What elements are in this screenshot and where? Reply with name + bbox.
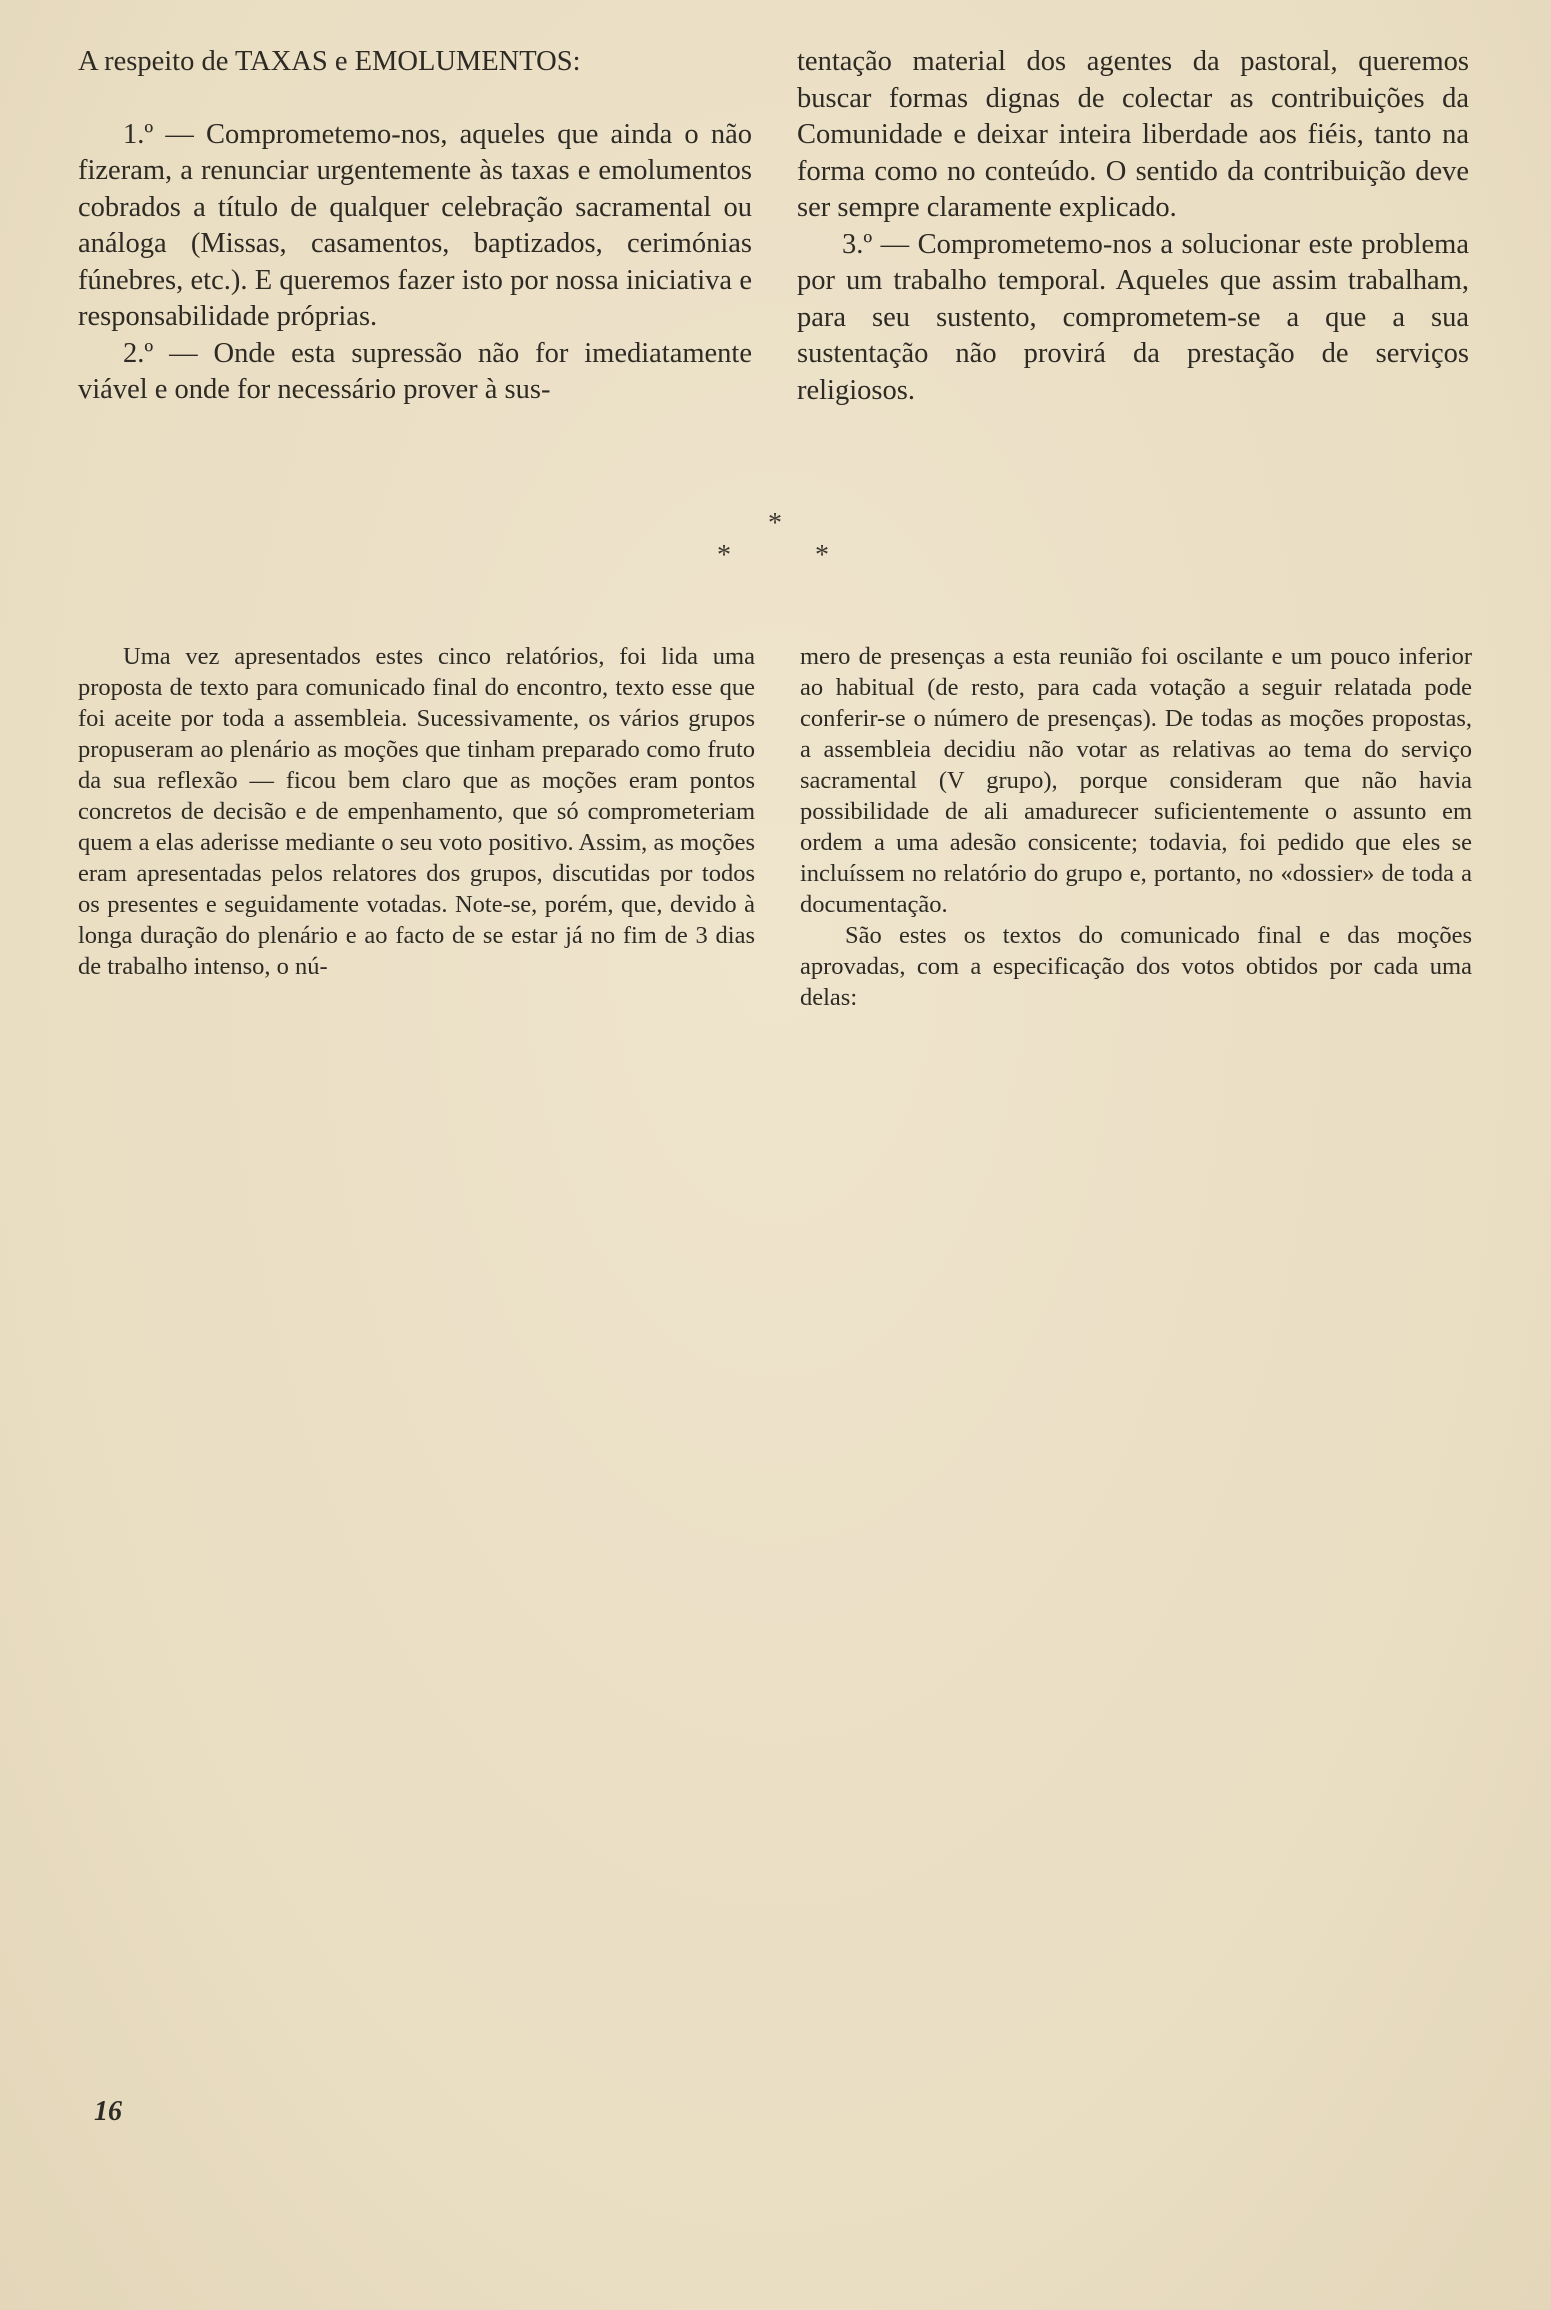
paragraph-2: 2.º — Onde esta supressão não for imediatamente viável e onde for necessário prover à sus-	[78, 337, 752, 405]
report-paragraph-continued: mero de presenças a esta reunião foi oscilante e um pouco inferior ao habitual (de resto, para cada votação a seguir relatada pode conferir-se o número de presenças). De todas as moções propostas, a assembleia decidiu não votar as relativas ao tema do serviço sacramental (V grupo), porque consideram que não havia possibilidade de ali amadurecer suficientemente o assunto em ordem a uma adesão consicente; todavia, foi pedido que eles se incluíssem no relatório do grupo e, portanto, no «dossier» de toda a documentação.	[800, 643, 1472, 918]
separator-star: *	[768, 508, 782, 539]
section-heading: A respeito de TAXAS e EMOLUMENTOS:	[78, 46, 581, 77]
separator-star: *	[717, 540, 731, 571]
bottom-right-column	[800, 641, 1472, 1013]
page-number: 16	[94, 2096, 122, 2127]
paragraph-2-continued: tentação material dos agentes da pastoral, queremos buscar formas dignas de colectar as contribuições da Comunidade e deixar inteira liberdade aos fiéis, tanto na forma como no conteúdo. O sentido da contribuição deve ser sempre claramente explicado.	[797, 46, 1469, 223]
separator-star: *	[815, 540, 829, 571]
bottom-left-column	[78, 641, 755, 982]
report-paragraph: Uma vez apresentados estes cinco relatórios, foi lida uma proposta de texto para comunicado final do encontro, texto esse que foi aceite por toda a assembleia. Sucessivamente, os vários grupos propuseram ao plenário as moções que tinham preparado como fruto da sua reflexão — ficou bem claro que as moções eram pontos concretos de decisão e de empenhamento, que só comprometeriam quem a elas aderisse mediante o seu voto positivo. Assim, as moções eram apresentadas pelos relatores dos grupos, discutidas por todos os presentes e seguidamente votadas. Note-se, porém, que, devido à longa duração do plenário e ao facto de se estar já no fim de 3 dias de trabalho intenso, o nú-	[78, 643, 755, 980]
paragraph-3: 3.º — Comprometemo-nos a solucionar este problema por um trabalho temporal. Aqueles que assim trabalham, para seu sustento, comprometem-se a que a sua sustentação não provirá da prestação de serviços religiosos.	[797, 228, 1469, 406]
paragraph-1: 1.º — Comprometemo-nos, aqueles que ainda o não fizeram, a renunciar urgentemente às taxas e emolumentos cobrados a título de qualquer celebração sacramental ou análoga (Missas, casamentos, baptizados, cerimónias fúnebres, etc.). E queremos fazer isto por nossa iniciativa e responsabilidade próprias.	[78, 118, 752, 332]
top-left-column	[78, 44, 752, 409]
top-right-column	[797, 44, 1469, 409]
closing-paragraph: São estes os textos do comunicado final e das moções aprovadas, com a especificação dos votos obtidos por cada uma delas:	[800, 922, 1472, 1011]
